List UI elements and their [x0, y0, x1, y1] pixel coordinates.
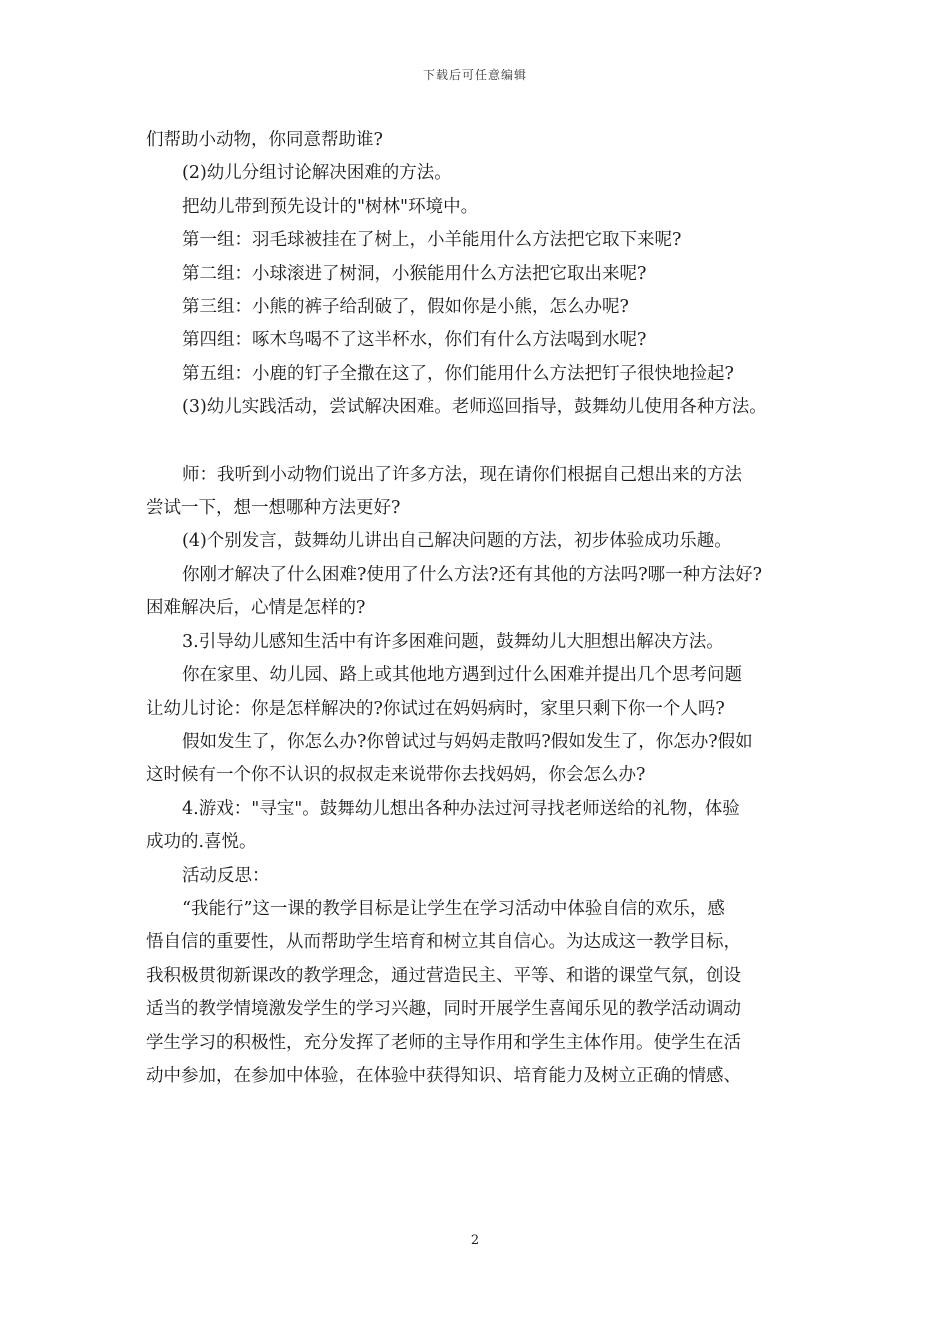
text-line: 让幼儿讨论：你是怎样解决的?你试过在妈妈病时，家里只剩下你一个人吗? — [146, 698, 725, 719]
text-line: 尝试一下，想一想哪种方法更好? — [146, 498, 401, 519]
text-line: (3)幼儿实践活动，尝试解决困难。老师巡回指导，鼓舞幼儿使用各种方法。 — [182, 397, 767, 418]
text-line: 适当的教学情境激发学生的学习兴趣，同时开展学生喜闻乐见的教学活动调动 — [146, 999, 741, 1020]
text-line: (4)个别发言，鼓舞幼儿讲出自己解决问题的方法，初步体验成功乐趣。 — [182, 531, 732, 552]
text-line: 悟自信的重要性，从而帮助学生培育和树立其自信心。为达成这一教学目标， — [146, 932, 741, 953]
text-line: 第一组：羽毛球被挂在了树上，小羊能用什么方法把它取下来呢? — [182, 230, 682, 251]
section-heading: 活动反思： — [182, 865, 270, 886]
text-line: 第三组：小熊的裤子给刮破了，假如你是小熊，怎么办呢? — [182, 297, 629, 318]
text-line: 第二组：小球滚进了树洞，小猴能用什么方法把它取出来呢? — [182, 263, 647, 284]
text-line: 第五组：小鹿的钉子全撒在这了，你们能用什么方法把钉子很快地捡起? — [182, 363, 734, 384]
text-line: 把幼儿带到预先设计的"树林"环境中。 — [182, 196, 479, 217]
paragraph-gap — [146, 425, 818, 459]
text-line: 师：我听到小动物们说出了许多方法，现在请你们根据自己想出来的方法 — [182, 464, 742, 485]
text-line: 这时候有一个你不认识的叔叔走来说带你去找妈妈，你会怎么办? — [146, 765, 646, 786]
text-line: 3.引导幼儿感知生活中有许多困难问题，鼓舞幼儿大胆想出解决方法。 — [182, 631, 724, 652]
text-line: 们帮助小动物，你同意帮助谁? — [146, 130, 383, 150]
text-line: 动中参加，在参加中体验，在体验中获得知识、培育能力及树立正确的情感、 — [146, 1065, 741, 1086]
text-line: 第四组：啄木鸟喝不了这半杯水，你们有什么方法喝到水呢? — [182, 330, 647, 351]
text-line: (2)幼儿分组讨论解决困难的方法。 — [182, 163, 452, 184]
document-body — [146, 124, 818, 1093]
text-line: “我能行”这一课的教学目标是让学生在学习活动中体验自信的欢乐，感 — [182, 898, 725, 919]
page-header: 下载后可任意编辑 — [422, 68, 527, 82]
text-line: 困难解决后，心情是怎样的? — [146, 598, 366, 619]
text-line: 学生学习的积极性，充分发挥了老师的主导作用和学生主体作用。使学生在活 — [146, 1032, 741, 1053]
text-line: 你刚才解决了什么困难?使用了什么方法?还有其他的方法吗?哪一种方法好? — [182, 564, 763, 585]
text-line: 4.游戏："寻宝"。鼓舞幼儿想出各种办法过河寻找老师送给的礼物，体验 — [182, 798, 740, 819]
text-line: 我积极贯彻新课改的教学理念，通过营造民主、平等、和谐的课堂气氛，创设 — [146, 965, 741, 986]
page-number: 2 — [470, 1233, 480, 1248]
text-line: 假如发生了，你怎么办?你曾试过与妈妈走散吗?假如发生了，你怎办?假如 — [182, 731, 753, 752]
text-line: 你在家里、幼儿园、路上或其他地方遇到过什么困难并提出几个思考问题 — [182, 665, 742, 686]
text-line: 成功的.喜悦。 — [146, 832, 257, 853]
